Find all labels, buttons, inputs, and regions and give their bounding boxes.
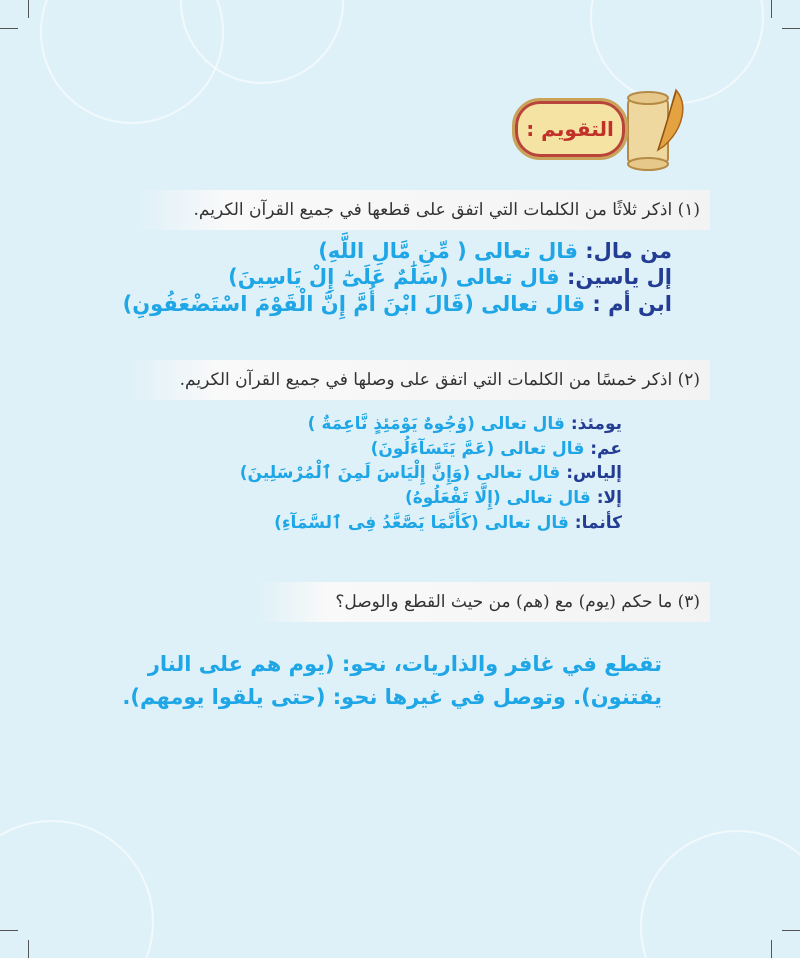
ornament-decoration — [640, 830, 800, 958]
crop-mark — [771, 0, 772, 18]
answer-value: قال تعالى (عَمَّ يَتَسَآءَلُونَ) — [370, 438, 585, 459]
answer-key: عم: — [590, 438, 622, 459]
section-title-badge — [512, 98, 628, 160]
answer-line — [240, 511, 622, 536]
answer-value: قال تعالى ( مِّنِ مَّالِ اللَّهِ) — [318, 239, 578, 263]
crop-mark — [0, 28, 18, 29]
question-1-answers — [123, 238, 672, 317]
ornament-decoration — [0, 820, 154, 958]
answer-key: يومئذ: — [570, 414, 622, 434]
question-3-text: (٣) ما حكم (يوم) مع (هم) من حيث القطع والوصل؟ — [335, 592, 700, 612]
answer-value: قال تعالى (إِلَّا تَفْعَلُوهُ) — [404, 487, 591, 508]
question-2-text: (٢) اذكر خمسًا من الكلمات التي اتفق على وصلها في جميع القرآن الكريم. — [179, 370, 700, 390]
scroll-quill-icon — [618, 84, 690, 174]
answer-key: إل ياسين: — [566, 265, 672, 290]
crop-mark — [782, 930, 800, 931]
answer-value: قال تعالى (وَإِنَّ إِلْيَاسَ لَمِنَ ٱلْمُرْسَلِينَ) — [239, 463, 561, 484]
question-3-answer — [122, 648, 662, 713]
answer-line — [240, 461, 622, 486]
crop-mark — [28, 0, 29, 18]
crop-mark — [771, 940, 772, 958]
answer-key: إلياس: — [566, 463, 622, 484]
answer-line: يفتنون). وتوصل في غيرها نحو: (حتى يلقوا يومهم). — [122, 684, 662, 709]
answer-line — [240, 412, 622, 437]
answer-line — [240, 486, 622, 511]
answer-key: ابن أم : — [592, 291, 672, 316]
crop-mark — [28, 940, 29, 958]
crop-mark — [782, 28, 800, 29]
question-2-answers — [240, 412, 622, 535]
crop-mark — [0, 930, 18, 931]
question-3-prompt — [260, 582, 710, 622]
answer-line — [123, 291, 672, 317]
answer-value: قال تعالى (كَأَنَّمَا يَصَّعَّدُ فِى ٱلسَّمَآءِ) — [274, 512, 569, 533]
answer-line: تقطع في غافر والذاريات، نحو: (يوم هم على النار — [147, 652, 662, 676]
answer-line — [240, 437, 622, 462]
answer-key: إلا: — [596, 487, 622, 508]
answer-value: قال تعالى (قَالَ ابْنَ أُمَّ إِنَّ الْقَوْمَ اسْتَضْعَفُونِ) — [122, 291, 586, 316]
answer-line — [123, 238, 672, 264]
answer-value: قال تعالى (سَلَٰمٌ عَلَىٰٓ إِلْ يَاسِينَ) — [228, 265, 560, 290]
question-1-prompt — [140, 190, 710, 230]
answer-line — [123, 264, 672, 290]
section-title: التقويم : — [526, 117, 614, 141]
answer-key: من مال: — [585, 239, 672, 263]
question-1-text: (١) اذكر ثلاثًا من الكلمات التي اتفق على قطعها في جميع القرآن الكريم. — [193, 200, 700, 220]
answer-key: كأنما: — [574, 512, 622, 533]
question-2-prompt — [130, 360, 710, 400]
answer-value: قال تعالى (وُجُوهٌ يَوْمَئِذٍ نَّاعِمَةٌ ) — [307, 414, 565, 434]
